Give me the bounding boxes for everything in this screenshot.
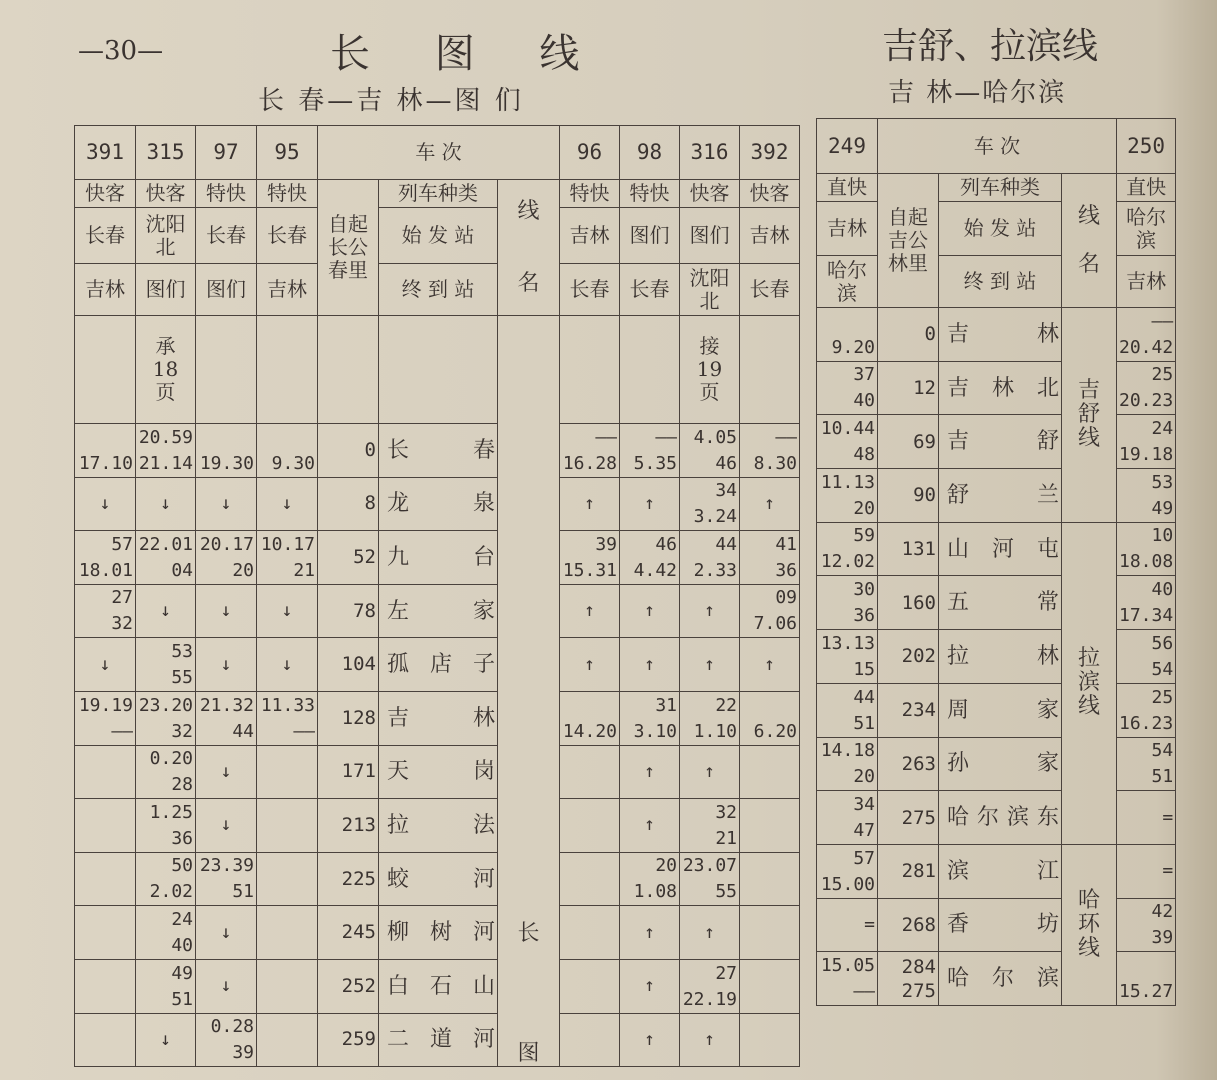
km-value: 52 (318, 531, 379, 585)
train-type: 特快 (257, 180, 318, 208)
km-value: 131 (878, 522, 939, 576)
time-cell: ↑ (620, 1013, 680, 1067)
table-row (817, 202, 1176, 256)
time-cell: 11.33 —— (257, 691, 318, 745)
table-row (817, 683, 1176, 737)
time-cell: 23.20 32 (136, 691, 196, 745)
page-note: 承 18 页 (136, 316, 196, 424)
km-value: 259 (318, 1013, 379, 1067)
time-cell: ↑ (620, 799, 680, 853)
train-type: 快客 (680, 180, 740, 208)
time-cell: ↓ (196, 638, 257, 692)
time-cell (257, 852, 318, 906)
station-name: 龙 泉 (379, 477, 498, 531)
time-cell: = (1117, 791, 1176, 845)
km-value: 0 (318, 424, 379, 478)
table-row (817, 952, 1176, 1006)
type-label: 列车种类 (379, 180, 498, 208)
time-cell: 57 15.00 (817, 844, 878, 898)
time-cell: ↑ (620, 477, 680, 531)
page-note (257, 316, 318, 424)
time-cell: ↓ (257, 584, 318, 638)
table-row (817, 174, 1176, 202)
time-cell: ↓ (75, 477, 136, 531)
time-cell: 32 21 (680, 799, 740, 853)
time-cell (75, 745, 136, 799)
dest-station: 吉林 (1117, 256, 1176, 308)
origin-station: 吉林 (817, 202, 878, 256)
time-cell: 40 17.34 (1117, 576, 1176, 630)
station-name: 哈 尔 滨 东 (939, 791, 1062, 845)
train-number: 95 (257, 126, 318, 180)
time-cell: 56 54 (1117, 630, 1176, 684)
right-title: 吉舒、拉滨线 (882, 26, 1099, 67)
time-cell: 27 22.19 (680, 959, 740, 1013)
station-name: 白 石 山 (379, 959, 498, 1013)
time-cell: 11.13 20 (817, 469, 878, 523)
table-row (817, 791, 1176, 845)
km-value: 252 (318, 959, 379, 1013)
line-name-cell (498, 316, 560, 424)
km-value: 268 (878, 898, 939, 952)
time-cell: 9.30 (257, 424, 318, 478)
km-value: 128 (318, 691, 379, 745)
time-cell: 10.17 21 (257, 531, 318, 585)
origin-station: 长春 (196, 208, 257, 264)
time-cell: 20.17 20 (196, 531, 257, 585)
origin-station: 吉林 (740, 208, 800, 264)
km-value: 284 275 (878, 952, 939, 1006)
station-name: 滨 江 (939, 844, 1062, 898)
line-name: 吉 舒 线 (1062, 308, 1117, 523)
train-number: 96 (560, 126, 620, 180)
dest-station: 吉林 (257, 264, 318, 316)
table-row (75, 477, 800, 531)
station-name: 天 岗 (379, 745, 498, 799)
table-row (75, 691, 800, 745)
time-cell: 4.05 46 (680, 424, 740, 478)
time-cell: 21.32 44 (196, 691, 257, 745)
dest-station: 长春 (620, 264, 680, 316)
station-name: 香 坊 (939, 898, 1062, 952)
dest-station: 图们 (136, 264, 196, 316)
origin-label: 始 发 站 (939, 202, 1062, 256)
time-cell: ↓ (196, 959, 257, 1013)
time-cell (257, 906, 318, 960)
train-number: 98 (620, 126, 680, 180)
km-header: 自起 吉公 林里 (878, 174, 939, 308)
train-type: 快客 (136, 180, 196, 208)
time-cell: 6.20 (740, 691, 800, 745)
station-name: 拉 林 (939, 630, 1062, 684)
time-cell: 14.18 20 (817, 737, 878, 791)
table-row (817, 522, 1176, 576)
km-value: 78 (318, 584, 379, 638)
time-cell: ↓ (136, 584, 196, 638)
km-value: 281 (878, 844, 939, 898)
table-row (75, 638, 800, 692)
train-number: 391 (75, 126, 136, 180)
time-cell (740, 959, 800, 1013)
time-cell: 9.20 (817, 308, 878, 362)
page-note (75, 316, 136, 424)
table-row (75, 906, 800, 960)
km-value: 225 (318, 852, 379, 906)
km-value: 12 (878, 361, 939, 415)
time-cell (257, 745, 318, 799)
km-header: 自起 长公 春里 (318, 180, 379, 316)
table-row (75, 1013, 800, 1067)
time-cell (740, 745, 800, 799)
time-cell: 41 36 (740, 531, 800, 585)
station-name: 拉 法 (379, 799, 498, 853)
dest-label: 终 到 站 (939, 256, 1062, 308)
dest-label: 终 到 站 (379, 264, 498, 316)
origin-station: 哈尔 滨 (1117, 202, 1176, 256)
time-cell: ↓ (196, 745, 257, 799)
time-cell (560, 799, 620, 853)
line-header: 线 名 (498, 180, 560, 316)
line-name: 拉 滨 线 (1062, 522, 1117, 844)
station-name: 哈 尔 滨 (939, 952, 1062, 1006)
time-cell: 1.25 36 (136, 799, 196, 853)
time-cell (740, 906, 800, 960)
dest-station: 长春 (560, 264, 620, 316)
time-cell: 30 36 (817, 576, 878, 630)
time-cell (75, 906, 136, 960)
time-cell: 46 4.42 (620, 531, 680, 585)
time-cell: —— 5.35 (620, 424, 680, 478)
table-row (817, 898, 1176, 952)
time-cell: ↑ (560, 477, 620, 531)
time-cell: 39 15.31 (560, 531, 620, 585)
time-cell: 19.19 —— (75, 691, 136, 745)
train-label: 车 次 (878, 119, 1117, 174)
time-cell: ↓ (136, 1013, 196, 1067)
time-cell (257, 959, 318, 1013)
km-value: 213 (318, 799, 379, 853)
table-row (817, 119, 1176, 174)
time-cell: 0.28 39 (196, 1013, 257, 1067)
table-row (75, 424, 800, 478)
time-cell (560, 959, 620, 1013)
time-cell: = (817, 898, 878, 952)
time-cell: = (1117, 844, 1176, 898)
train-number: 249 (817, 119, 878, 174)
time-cell (560, 906, 620, 960)
time-cell: ↓ (196, 799, 257, 853)
origin-label: 始 发 站 (379, 208, 498, 264)
time-cell (75, 1013, 136, 1067)
km-value: 245 (318, 906, 379, 960)
time-cell: ↑ (680, 745, 740, 799)
jishu-labin-timetable (816, 118, 1176, 1006)
km-value: 275 (878, 791, 939, 845)
time-cell: 25 16.23 (1117, 683, 1176, 737)
table-row (817, 844, 1176, 898)
station-name: 左 家 (379, 584, 498, 638)
time-cell (257, 1013, 318, 1067)
page-note (620, 316, 680, 424)
km-value: 104 (318, 638, 379, 692)
time-cell (740, 1013, 800, 1067)
time-cell: ↓ (75, 638, 136, 692)
time-cell (75, 799, 136, 853)
right-subtitle: 吉 林—哈尔滨 (888, 78, 1067, 108)
time-cell: 24 40 (136, 906, 196, 960)
time-cell: 20 1.08 (620, 852, 680, 906)
time-cell: 42 39 (1117, 898, 1176, 952)
page-note: 接 19 页 (680, 316, 740, 424)
km-value: 69 (878, 415, 939, 469)
dest-station: 长春 (740, 264, 800, 316)
train-type: 直快 (1117, 174, 1176, 202)
table-row (75, 208, 800, 264)
km-value: 171 (318, 745, 379, 799)
time-cell: ↓ (196, 477, 257, 531)
table-row (817, 415, 1176, 469)
km-value: 263 (878, 737, 939, 791)
time-cell: 34 3.24 (680, 477, 740, 531)
train-number: 97 (196, 126, 257, 180)
time-cell: ↑ (620, 584, 680, 638)
time-cell: 44 2.33 (680, 531, 740, 585)
time-cell: 13.13 15 (817, 630, 878, 684)
time-cell: ↑ (620, 906, 680, 960)
time-cell: 15.27 (1117, 952, 1176, 1006)
time-cell: ↑ (620, 959, 680, 1013)
time-cell: ↑ (680, 638, 740, 692)
station-name: 吉 林 北 (939, 361, 1062, 415)
station-name: 山 河 屯 (939, 522, 1062, 576)
left-subtitle: 长 春—吉 林—图 们 (258, 86, 524, 116)
time-cell: ↑ (560, 584, 620, 638)
station-name: 吉 林 (379, 691, 498, 745)
time-cell: ↓ (136, 477, 196, 531)
table-row (75, 264, 800, 316)
origin-station: 沈阳 北 (136, 208, 196, 264)
station-name: 柳 树 河 (379, 906, 498, 960)
table-row (817, 576, 1176, 630)
time-cell: —— 8.30 (740, 424, 800, 478)
station-name: 舒 兰 (939, 469, 1062, 523)
dest-station: 沈阳 北 (680, 264, 740, 316)
time-cell: 54 51 (1117, 737, 1176, 791)
time-cell: ↓ (257, 638, 318, 692)
km-value: 8 (318, 477, 379, 531)
line-name: 哈 环 线 (1062, 844, 1117, 1005)
station-name: 五 常 (939, 576, 1062, 630)
table-row (817, 308, 1176, 362)
time-cell (75, 959, 136, 1013)
train-type: 直快 (817, 174, 878, 202)
train-type: 快客 (740, 180, 800, 208)
type-label: 列车种类 (939, 174, 1062, 202)
time-cell: ↓ (196, 906, 257, 960)
table-row (75, 745, 800, 799)
origin-station: 长春 (257, 208, 318, 264)
left-title: 长 图 线 (330, 31, 606, 77)
line-header: 线 名 (1062, 174, 1117, 308)
train-type: 特快 (560, 180, 620, 208)
time-cell (740, 799, 800, 853)
time-cell: ↑ (560, 638, 620, 692)
station-name: 蛟 河 (379, 852, 498, 906)
time-cell: ↑ (740, 638, 800, 692)
origin-station: 图们 (680, 208, 740, 264)
time-cell (740, 852, 800, 906)
km-value: 0 (878, 308, 939, 362)
table-row (817, 737, 1176, 791)
time-cell (257, 799, 318, 853)
changtu-timetable (74, 125, 800, 1067)
table-row (817, 630, 1176, 684)
page-note (560, 316, 620, 424)
table-row (75, 316, 800, 424)
train-number: 315 (136, 126, 196, 180)
time-cell: 57 18.01 (75, 531, 136, 585)
time-cell: ↓ (196, 584, 257, 638)
train-type: 特快 (620, 180, 680, 208)
station-name: 周 家 (939, 683, 1062, 737)
time-cell: ↑ (680, 906, 740, 960)
time-cell: ↑ (680, 584, 740, 638)
time-cell: 27 32 (75, 584, 136, 638)
page-note (196, 316, 257, 424)
time-cell: 37 40 (817, 361, 878, 415)
train-number: 392 (740, 126, 800, 180)
time-cell: 15.05 —— (817, 952, 878, 1006)
time-cell: 44 51 (817, 683, 878, 737)
time-cell: —— 20.42 (1117, 308, 1176, 362)
table-row (75, 180, 800, 208)
station-name: 二 道 河 (379, 1013, 498, 1067)
time-cell: 23.07 55 (680, 852, 740, 906)
station-name: 九 台 (379, 531, 498, 585)
table-row (817, 361, 1176, 415)
time-cell (75, 852, 136, 906)
time-cell: ↑ (680, 1013, 740, 1067)
time-cell: 22 1.10 (680, 691, 740, 745)
table-row (817, 469, 1176, 523)
time-cell: ↑ (620, 638, 680, 692)
time-cell: ↑ (740, 477, 800, 531)
time-cell: 59 12.02 (817, 522, 878, 576)
origin-station: 吉林 (560, 208, 620, 264)
table-row (75, 852, 800, 906)
dest-station: 哈尔 滨 (817, 256, 878, 308)
station-name: 孤 店 子 (379, 638, 498, 692)
time-cell: 14.20 (560, 691, 620, 745)
time-cell: 25 20.23 (1117, 361, 1176, 415)
time-cell: 22.01 04 (136, 531, 196, 585)
time-cell: 17.10 (75, 424, 136, 478)
time-cell: —— 16.28 (560, 424, 620, 478)
origin-station: 长春 (75, 208, 136, 264)
time-cell: 53 55 (136, 638, 196, 692)
table-row (75, 584, 800, 638)
station-name: 吉 林 (939, 308, 1062, 362)
table-row (817, 256, 1176, 308)
train-label: 车 次 (318, 126, 560, 180)
train-number: 250 (1117, 119, 1176, 174)
time-cell: 0.20 28 (136, 745, 196, 799)
time-cell (560, 852, 620, 906)
time-cell: 31 3.10 (620, 691, 680, 745)
table-row (75, 531, 800, 585)
origin-station: 图们 (620, 208, 680, 264)
train-type: 特快 (196, 180, 257, 208)
station-name: 长 春 (379, 424, 498, 478)
time-cell: 10 18.08 (1117, 522, 1176, 576)
time-cell: 09 7.06 (740, 584, 800, 638)
time-cell: 23.39 51 (196, 852, 257, 906)
dest-station: 吉林 (75, 264, 136, 316)
time-cell: 19.30 (196, 424, 257, 478)
time-cell: 34 47 (817, 791, 878, 845)
time-cell: 49 51 (136, 959, 196, 1013)
km-value: 202 (878, 630, 939, 684)
time-cell: ↑ (620, 745, 680, 799)
table-row (75, 799, 800, 853)
time-cell: 24 19.18 (1117, 415, 1176, 469)
station-name: 孙 家 (939, 737, 1062, 791)
km-value: 160 (878, 576, 939, 630)
time-cell: ↓ (257, 477, 318, 531)
line-name: 长 图 (498, 424, 560, 1067)
station-cell (379, 316, 498, 424)
time-cell (560, 1013, 620, 1067)
km-cell (318, 316, 379, 424)
page-note (740, 316, 800, 424)
time-cell: 53 49 (1117, 469, 1176, 523)
time-cell: 50 2.02 (136, 852, 196, 906)
train-type: 快客 (75, 180, 136, 208)
time-cell (560, 745, 620, 799)
km-value: 90 (878, 469, 939, 523)
table-row (75, 126, 800, 180)
table-row (75, 959, 800, 1013)
train-number: 316 (680, 126, 740, 180)
time-cell: 20.59 21.14 (136, 424, 196, 478)
time-cell: 10.44 48 (817, 415, 878, 469)
dest-station: 图们 (196, 264, 257, 316)
page-number: —30— (78, 36, 164, 66)
station-name: 吉 舒 (939, 415, 1062, 469)
km-value: 234 (878, 683, 939, 737)
